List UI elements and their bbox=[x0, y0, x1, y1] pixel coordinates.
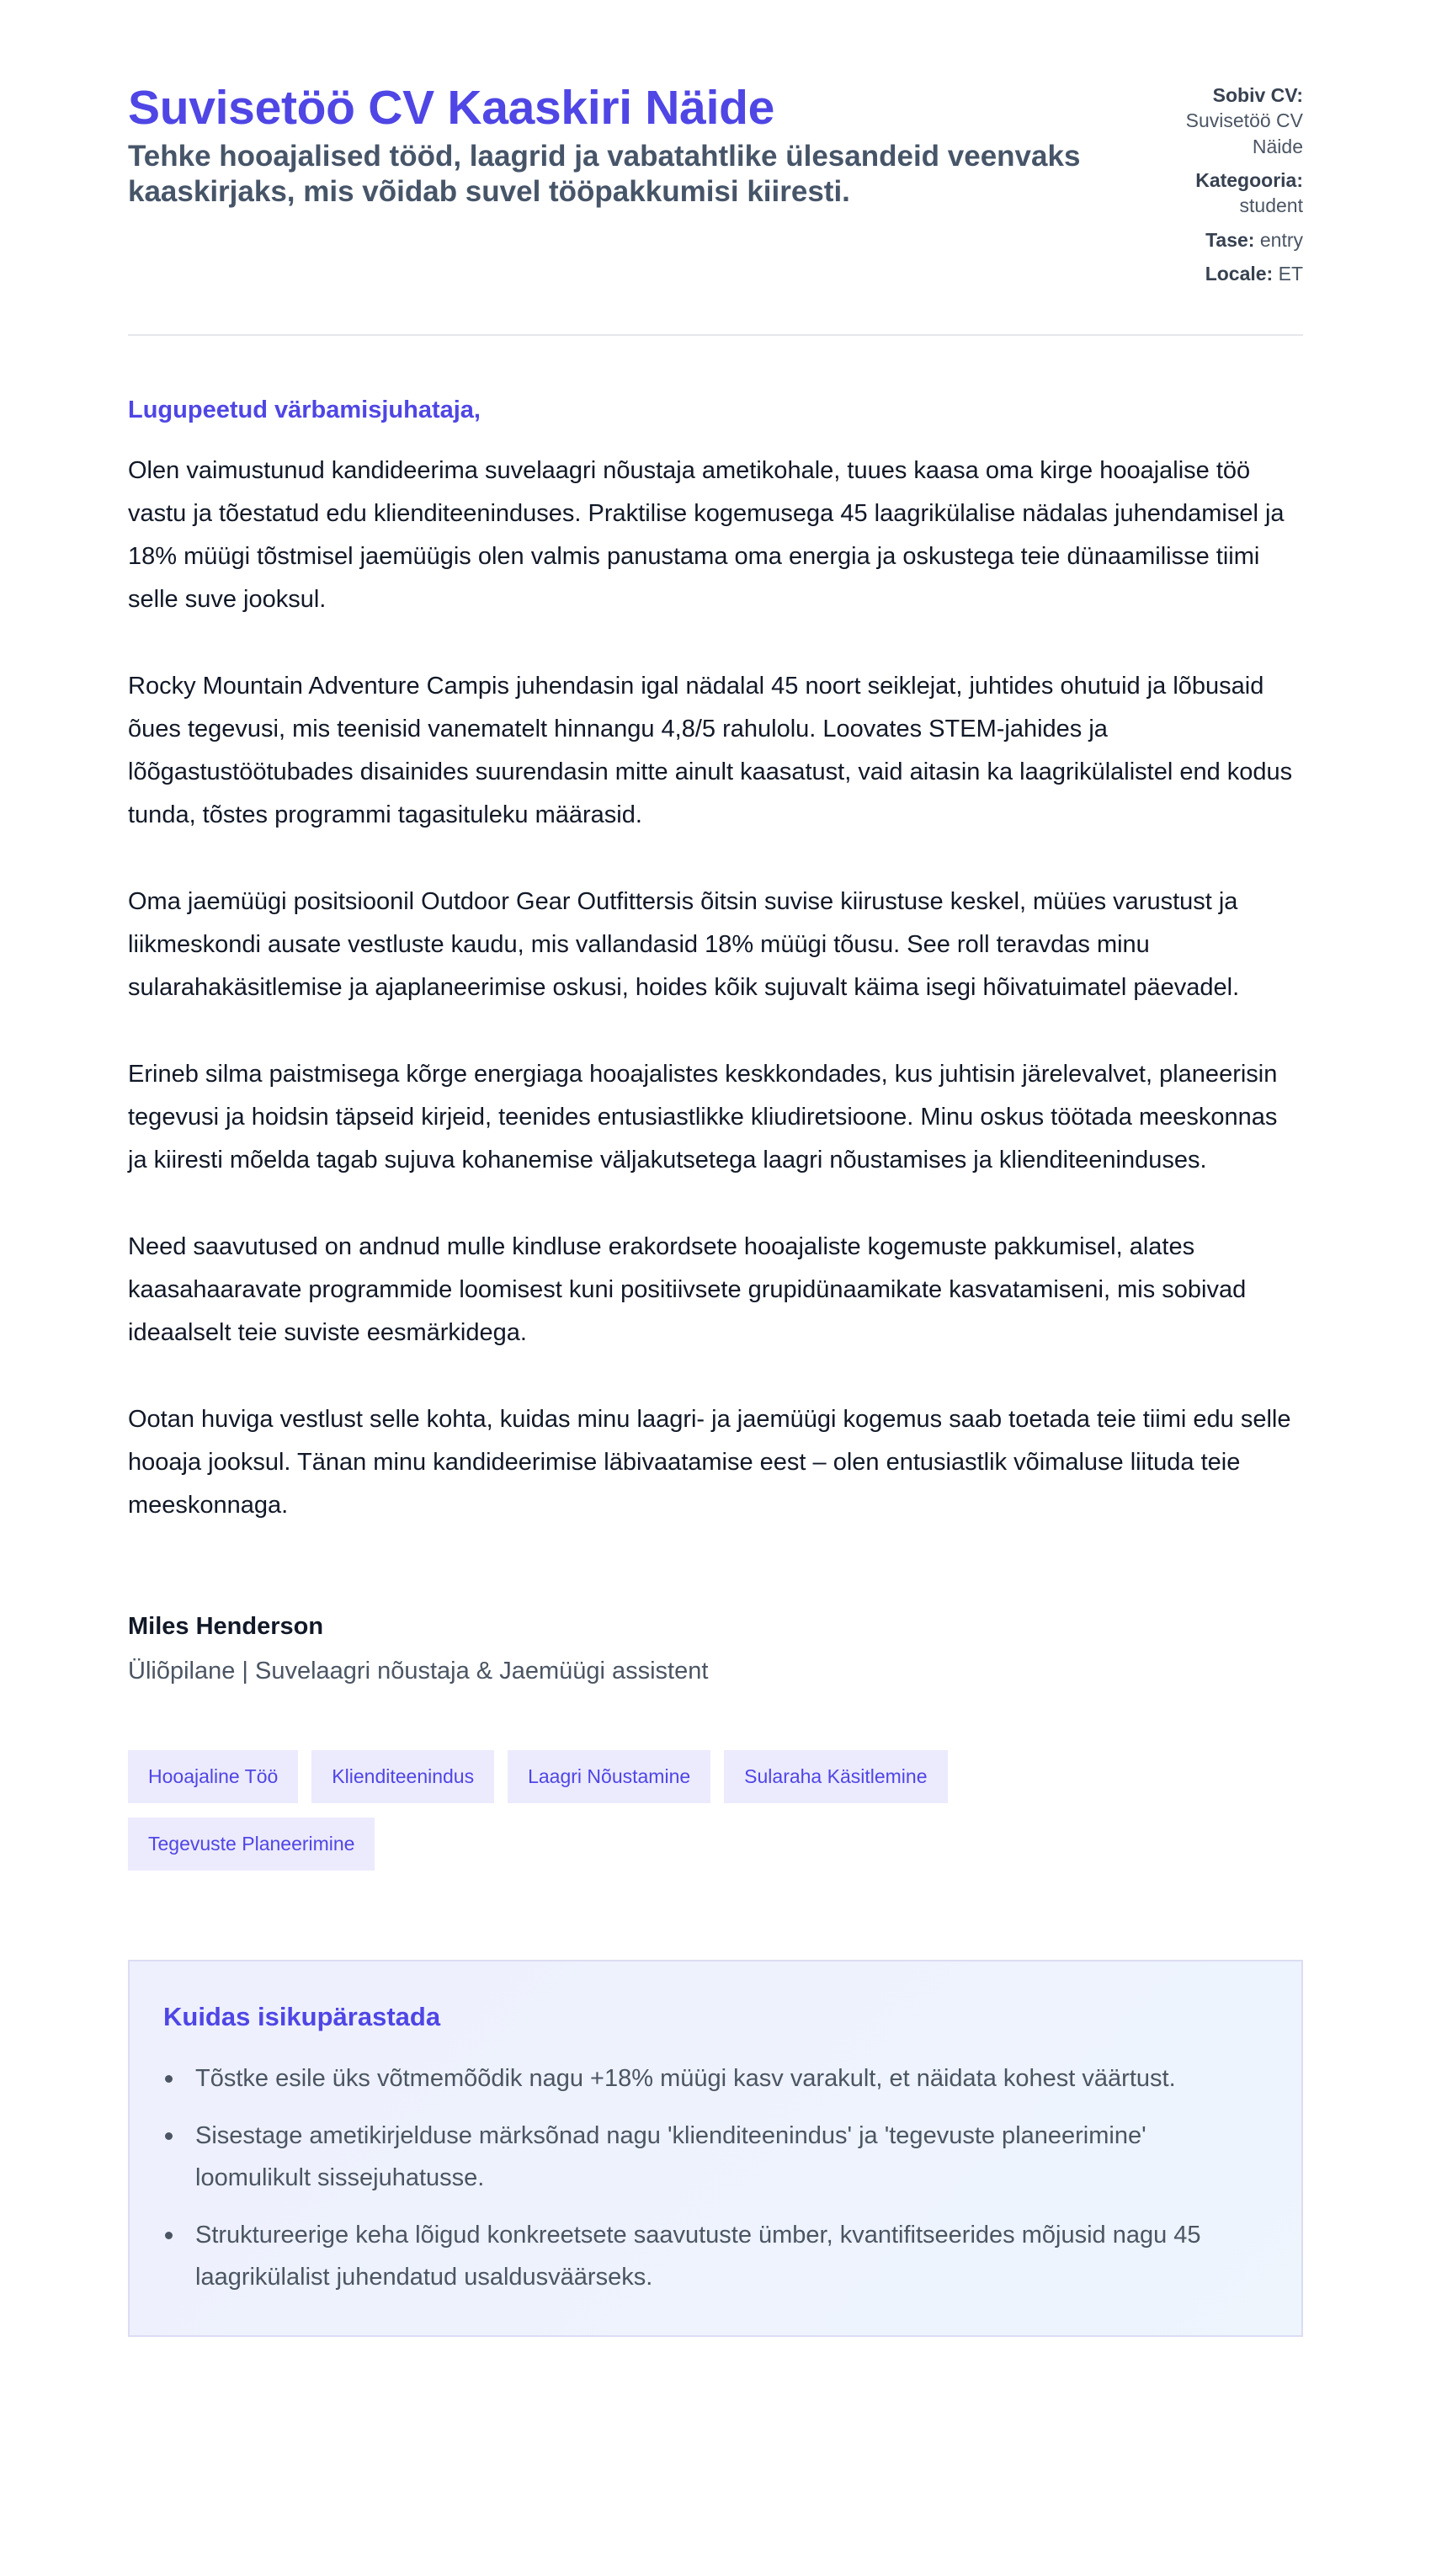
tips-item bbox=[163, 2115, 1268, 2199]
signature-block bbox=[128, 1611, 1303, 1688]
page-header bbox=[128, 81, 1303, 336]
personalization-tips bbox=[128, 1960, 1303, 2337]
letter-paragraph: Olen vaimustunud kandideerima suvelaagri nõustaja ametikohale, tuues kaasa oma kirge hooajalise töö vastu ja tõestatud edu klienditeeninduses. Praktilise kogemusega 45 laagrikülalise nädalas juhendamisel ja 18% müügi tõstmisel jaemüügis olen valmis panustama oma energia ja oskustega teie dünaamilisse tiimi selle suve jooksul. bbox=[128, 456, 1285, 613]
tips-item bbox=[163, 2214, 1268, 2298]
tips-item bbox=[163, 2057, 1268, 2100]
meta-info bbox=[1152, 82, 1303, 295]
meta-fit-label: Sobiv CV: bbox=[1212, 84, 1303, 106]
meta-level bbox=[1152, 227, 1303, 253]
skill-tag: Klienditeenindus bbox=[311, 1750, 494, 1803]
signature-name: Miles Henderson bbox=[128, 1612, 324, 1640]
meta-level-label: Tase: bbox=[1205, 228, 1255, 251]
tips-title: Kuidas isikupärastada bbox=[163, 2001, 441, 2031]
letter-body bbox=[128, 397, 1303, 1527]
tips-item-text: Struktureerige keha lõigud konkreetsete saavutuste ümber, kvantifitseerides mõjusid nagu 45 laagrikülalist juhendatud usaldusväärseks. bbox=[195, 2222, 1201, 2291]
skill-tag: Sularaha Käsitlemine bbox=[724, 1750, 947, 1803]
letter-paragraphs bbox=[128, 450, 1303, 1527]
letter-paragraph: Erineb silma paistmisega kõrge energiaga hooajalistes keskkondades, kus juhtisin järelevalvet, planeerisin tegevusi ja hoidsin täpseid kirjeid, teenides entusiastlikke kliudiretsioone. Minu oskus töötada meeskonnas ja kiiresti mõelda tagab sujuva kohanemise väljakutsetega laagri nõustamises ja klienditeeninduses. bbox=[128, 1060, 1278, 1174]
bullet-icon bbox=[165, 2075, 173, 2083]
meta-locale-label: Locale: bbox=[1205, 263, 1274, 285]
meta-category bbox=[1152, 168, 1303, 219]
bullet-icon bbox=[165, 2132, 173, 2140]
skill-tag: Hooajaline Töö bbox=[128, 1750, 298, 1803]
meta-locale-value: ET bbox=[1278, 263, 1303, 285]
letter-paragraph: Oma jaemüügi positsioonil Outdoor Gear Outfittersis õitsin suvise kiirustuse keskel, müües varustust ja liikmeskondi ausate vestluste kaudu, mis vallandasid 18% müügi tõusu. See roll teravdas minu sularahakäsitlemise ja ajaplaneerimise oskusi, hoides kõik sujuvalt käima isegi hõivatuimatel päevadel. bbox=[128, 887, 1240, 1001]
skill-tag: Laagri Nõustamine bbox=[508, 1750, 710, 1803]
letter-paragraph: Ootan huviga vestlust selle kohta, kuidas minu laagri- ja jaemüügi kogemus saab toetada teie tiimi edu selle hooaja jooksul. Tänan minu kandideerimise läbivaatamise eest – olen entusiastlik võimaluse liituda teie meeskonnaga. bbox=[128, 1405, 1291, 1519]
header-titles bbox=[128, 81, 1096, 210]
meta-locale bbox=[1152, 261, 1303, 286]
bullet-icon bbox=[165, 2232, 173, 2239]
meta-fit-value: Suvisetöö CV Näide bbox=[1185, 109, 1303, 157]
skill-tags bbox=[128, 1750, 1054, 1871]
meta-level-value: entry bbox=[1259, 228, 1303, 251]
tips-item-text: Sisestage ametikirjelduse märksõnad nagu 'klienditeenindus' ja 'tegevuste planeerimine' loomulikult sissejuhatusse. bbox=[195, 2122, 1146, 2192]
tips-list bbox=[163, 2057, 1268, 2298]
page-title: Suvisetöö CV Kaaskiri Näide bbox=[128, 81, 775, 135]
letter-paragraph: Rocky Mountain Adventure Campis juhendasin igal nädalal 45 noort seiklejat, juhtides ohutuid ja lõbusaid õues tegevusi, mis teenisid vanematelt hinnangu 4,8/5 rahulolu. Loovates STEM-jahides ja lõõgastustöötubades disainides suurendasin mitte ainult kaasatust, vaid aitasin ka laagrikülalistel end kodus tunda, tõstes programmi tagasituleku määrasid. bbox=[128, 672, 1293, 828]
tips-item-text: Tõstke esile üks võtmemõõdik nagu +18% müügi kasv varakult, et näidata kohest väärtust. bbox=[195, 2065, 1176, 2093]
meta-fit bbox=[1152, 82, 1303, 159]
meta-category-label: Kategooria: bbox=[1195, 169, 1303, 192]
letter-paragraph: Need saavutused on andnud mulle kindluse erakordsete hooajaliste kogemuste pakkumisel, alates kaasahaaravate programmide loomisest kuni positiivsete grupidünaamikate kasvatamiseni, mis sobivad ideaalselt teie suviste eesmärkidega. bbox=[128, 1232, 1247, 1346]
salutation: Lugupeetud värbamisjuhataja, bbox=[128, 396, 481, 423]
skill-tag: Tegevuste Planeerimine bbox=[128, 1818, 375, 1871]
meta-category-value: student bbox=[1239, 194, 1303, 217]
page-subtitle: Tehke hooajalised tööd, laagrid ja vabatahtlike ülesandeid veenvaks kaaskirjaks, mis võidab suvel tööpakkumisi kiiresti. bbox=[128, 139, 1081, 208]
signature-title: Üliõpilane | Suvelaagri nõustaja & Jaemüügi assistent bbox=[128, 1658, 709, 1685]
